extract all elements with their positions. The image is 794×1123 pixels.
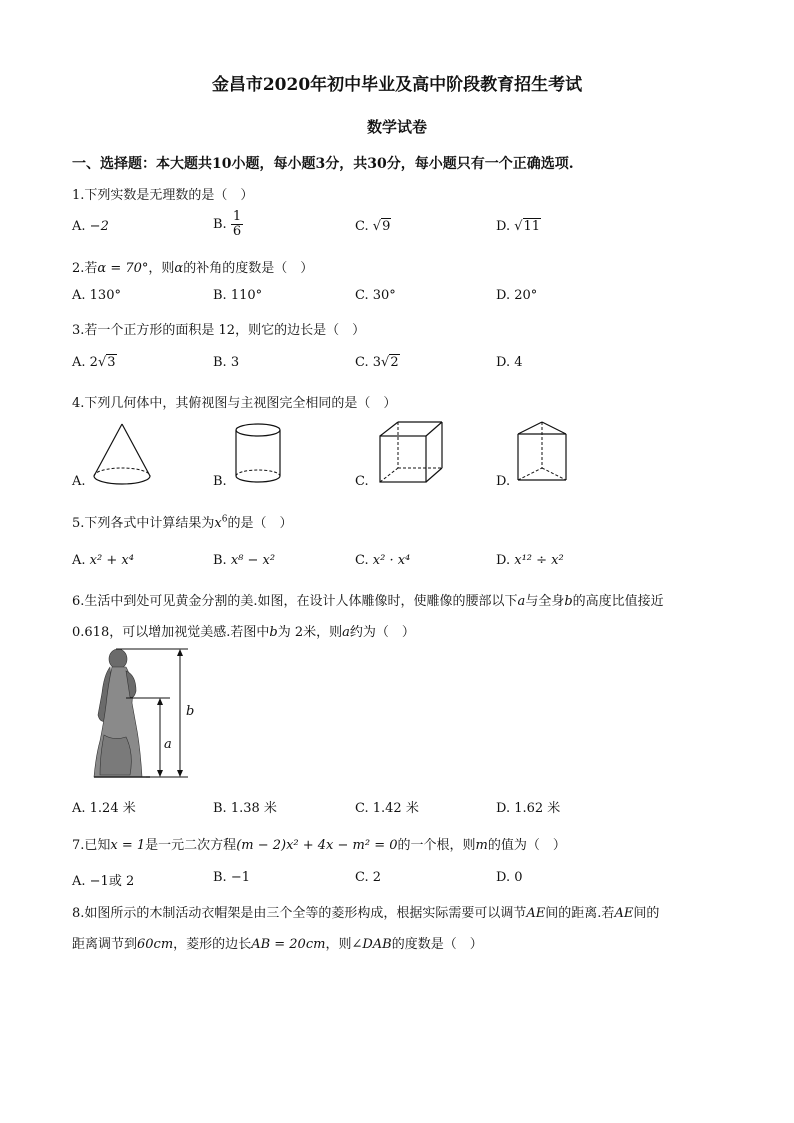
q2-stem-mid: ，则	[148, 261, 175, 276]
triangular-prism-figure	[514, 418, 574, 488]
q7-stem-mid: 是一元二次方程	[145, 838, 237, 853]
fraction-numerator: 1	[232, 209, 242, 224]
q8-ae: AE	[526, 906, 546, 921]
q3-option-c	[355, 355, 400, 370]
q1-option-a	[72, 219, 109, 234]
fraction-denominator: 6	[232, 224, 242, 239]
q1-option-a-value: −2	[89, 219, 109, 234]
q6-line2-post: 约为（ ）	[349, 625, 415, 640]
cylinder-figure	[230, 420, 290, 488]
q2-option-d: D. 20°	[496, 288, 538, 303]
q6-line1-post: 的高度比值接近	[572, 594, 664, 609]
sqrt-icon: √2	[381, 355, 399, 370]
q7-stem-x: x = 1	[110, 838, 146, 853]
q7-stem-m: m	[475, 838, 488, 853]
q6-option-b: B. 1.38 米	[213, 801, 277, 816]
q5-option-d-label: D.	[496, 553, 511, 568]
q5-option-d	[496, 553, 564, 568]
q6-var-b: b	[269, 625, 278, 640]
radicand: 3	[107, 355, 116, 370]
q6-option-d: D. 1.62 米	[496, 801, 561, 816]
statue-label-a: a	[164, 737, 172, 752]
q3-option-c-label: C. 3	[355, 355, 382, 370]
q8-line2-post: 的度数是（ ）	[391, 937, 483, 952]
q8-line1-mid: 间的距离.若	[545, 906, 615, 921]
question-5-stem	[72, 512, 293, 531]
q5-option-a	[72, 553, 134, 568]
q1-option-c	[355, 219, 391, 234]
q8-line1-post: 间的	[633, 906, 660, 921]
q5-option-c-label: C.	[355, 553, 369, 568]
q1-option-b-label: B.	[213, 217, 227, 232]
question-6-line-2	[72, 621, 415, 640]
question-1-stem: 1.下列实数是无理数的是（ ）	[72, 188, 254, 203]
sqrt-icon: √11	[514, 219, 541, 234]
cone-figure	[88, 420, 158, 490]
question-7-stem	[72, 834, 566, 853]
question-6-line-1	[72, 590, 664, 609]
q4-option-c: C.	[355, 474, 369, 489]
q2-option-c: C. 30°	[355, 288, 396, 303]
question-2-stem	[72, 257, 313, 276]
q6-line2-mid: 为 2米，则	[277, 625, 343, 640]
section-heading: 一、选择题：本大题共10小题，每小题3分，共30分，每小题只有一个正确选项.	[72, 156, 574, 172]
q5-stem-exp: 6	[221, 514, 228, 525]
q6-option-c: C. 1.42 米	[355, 801, 419, 816]
exam-title: 金昌市2020年初中毕业及高中阶段教育招生考试	[211, 75, 583, 95]
q7-option-d: D. 0	[496, 870, 523, 885]
q8-ae: AE	[614, 906, 634, 921]
q6-option-a: A. 1.24 米	[72, 801, 136, 816]
q6-var-b: b	[564, 594, 573, 609]
q5-option-b-expr: x⁸ − x²	[230, 553, 276, 568]
q6-line1-pre: 6.生活中到处可见黄金分割的美.如图，在设计人体雕像时，使雕像的腰部以下	[72, 594, 518, 609]
question-4-stem: 4.下列几何体中，其俯视图与主视图完全相同的是（ ）	[72, 396, 397, 411]
q2-stem-post: 的补角的度数是（ ）	[183, 261, 314, 276]
statue-figure	[90, 645, 200, 783]
q5-option-a-expr: x² + x⁴	[89, 553, 134, 568]
cube-figure	[374, 418, 446, 488]
q2-stem-alpha: α	[174, 261, 184, 276]
q5-option-a-label: A.	[72, 553, 86, 568]
q3-option-a	[72, 355, 117, 370]
q5-option-b	[213, 553, 275, 568]
q3-option-a-label: A. 2	[72, 355, 98, 370]
q8-side-length: AB = 20cm	[251, 937, 326, 952]
q5-option-d-expr: x¹² ÷ x²	[514, 553, 564, 568]
q3-option-b: B. 3	[213, 355, 240, 370]
sqrt-icon: √3	[97, 355, 116, 370]
q7-option-a: A. −1或 2	[72, 874, 135, 889]
q6-var-a: a	[517, 594, 526, 609]
q2-option-a: A. 130°	[72, 288, 121, 303]
q1-option-a-label: A.	[72, 219, 86, 234]
q5-option-c-expr: x² · x⁴	[372, 553, 411, 568]
q7-stem-pre: 7.已知	[72, 838, 111, 853]
q8-angle: ∠DAB	[351, 937, 392, 952]
q7-stem-mid2: 的一个根，则	[397, 838, 476, 853]
q6-var-a: a	[342, 625, 350, 640]
q3-option-d: D. 4	[496, 355, 523, 370]
q4-option-d: D.	[496, 474, 511, 489]
q8-line2-pre: 距离调节到	[72, 937, 138, 952]
q7-option-b: B. −1	[213, 870, 250, 885]
q4-option-b: B.	[213, 474, 227, 489]
q1-option-b-fraction	[231, 210, 243, 239]
radicand: 11	[523, 219, 541, 234]
q8-line1-pre: 8.如图所示的木制活动衣帽架是由三个全等的菱形构成，根据实际需要可以调节	[72, 906, 527, 921]
q8-line2-mid: ，菱形的边长	[173, 937, 252, 952]
q1-option-d-label: D.	[496, 219, 511, 234]
q1-option-d	[496, 219, 541, 234]
radicand: 2	[390, 355, 399, 370]
q6-line1-mid: 与全身	[525, 594, 565, 609]
q8-distance: 60cm	[137, 937, 174, 952]
q5-option-c	[355, 553, 410, 568]
q7-stem-equation: (m − 2)x² + 4x − m² = 0	[236, 838, 398, 853]
q8-line2-mid2: ，则	[325, 937, 352, 952]
question-3-stem: 3.若一个正方形的面积是 12，则它的边长是（ ）	[72, 323, 366, 338]
radicand: 9	[382, 219, 391, 234]
q5-option-b-label: B.	[213, 553, 227, 568]
q2-stem-math: α = 70°	[97, 261, 149, 276]
q5-stem-base: x	[214, 516, 222, 531]
q1-option-b	[213, 210, 243, 239]
q4-option-a: A.	[72, 474, 86, 489]
question-8-line-1	[72, 902, 659, 921]
q6-line2-pre: 0.618，可以增加视觉美感.若图中	[72, 625, 270, 640]
q7-option-c: C. 2	[355, 870, 382, 885]
q7-stem-post: 的值为（ ）	[487, 838, 566, 853]
q1-option-c-label: C.	[355, 219, 369, 234]
exam-subtitle: 数学试卷	[366, 118, 427, 136]
question-8-line-2	[72, 933, 483, 952]
q2-stem-pre: 2.若	[72, 261, 98, 276]
q2-option-b: B. 110°	[213, 288, 263, 303]
statue-label-b: b	[186, 704, 195, 719]
sqrt-icon: √9	[372, 219, 391, 234]
q5-stem-post: 的是（ ）	[227, 516, 293, 531]
q5-stem-pre: 5.下列各式中计算结果为	[72, 516, 215, 531]
